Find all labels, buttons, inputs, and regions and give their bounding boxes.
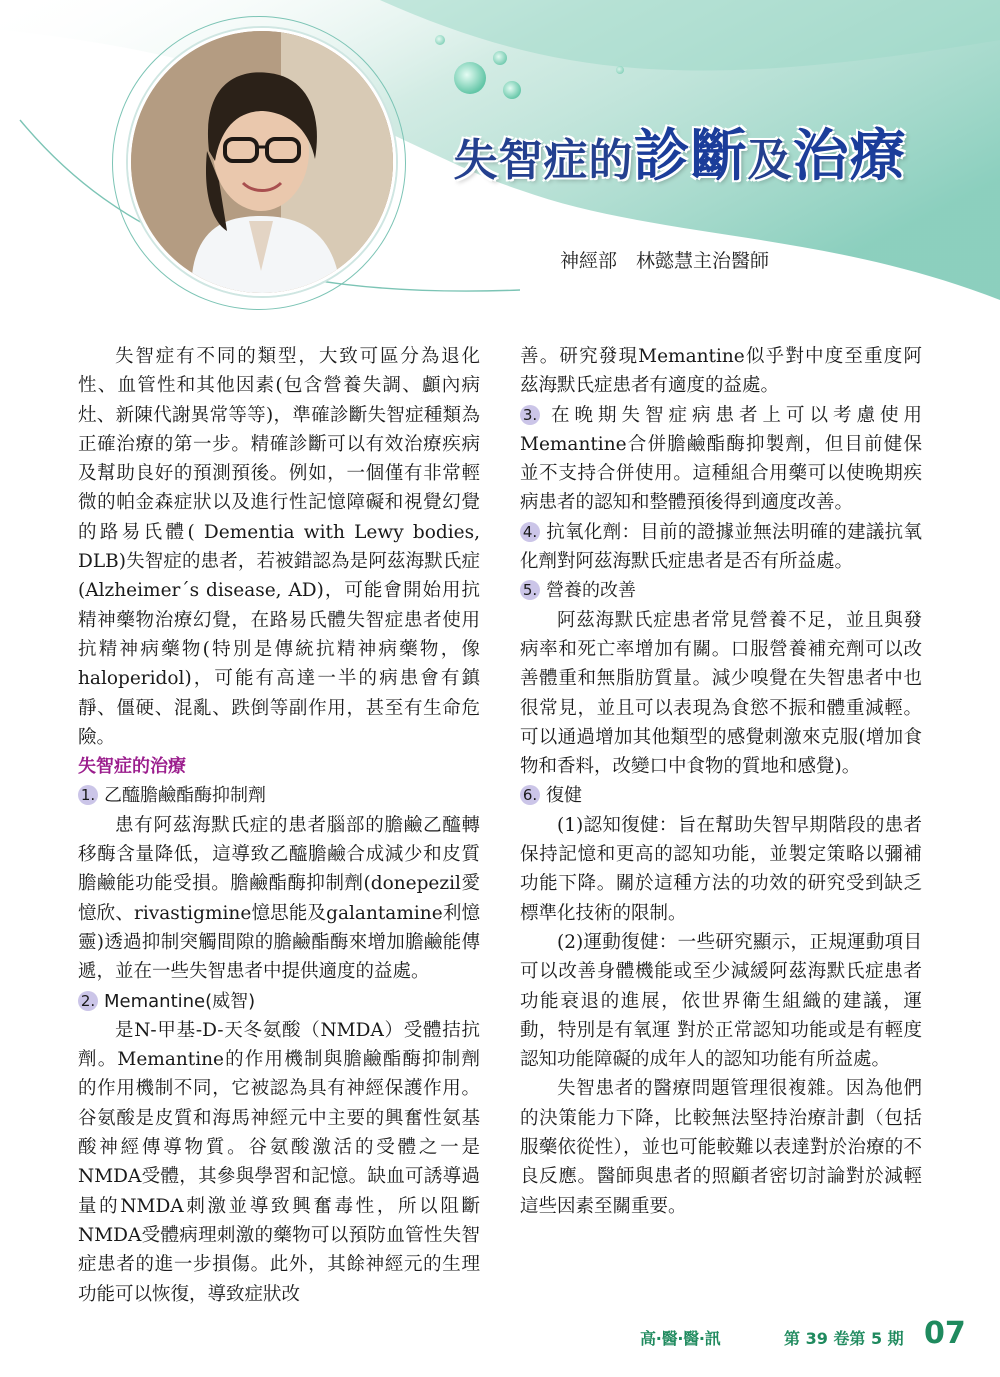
item-4-paragraph [520, 518, 922, 577]
item-3-badge: 3. [520, 405, 540, 425]
page-title [430, 112, 930, 192]
item-5-heading [520, 576, 922, 605]
item-6-heading [520, 781, 922, 810]
item-3-body: 在晚期失智症病患者上可以考慮使用Memantine合併膽鹼酯酶抑製劑，但目前健保並不支持合併使用。這種組合用藥可以使晚期疾病患者的認知和整體預後得到適度改善。 [520, 404, 922, 514]
item-5-title: 營養的改善 [546, 580, 636, 602]
title-part-3: 及 [747, 135, 793, 186]
page-footer [640, 1316, 966, 1354]
author-byline: 神經部 林懿慧主治醫師 [560, 250, 770, 272]
item-6-cognitive-rehab: (1)認知復健：旨在幫助失智早期階段的患者保持記憶和更高的認知功能，並製定策略以彌補功能下降。關於這種方法的功效的研究受到缺乏標準化技術的限制。 [520, 814, 922, 924]
item-2-heading [78, 987, 480, 1016]
item-6-exercise-rehab: (2)運動復健：一些研究顯示，正規運動項目可以改善身體機能或至少減緩阿茲海默氏症患者功能衰退的進展，依世界衛生組織的建議，運動，特別是有氧運 對於正常認知功能或是有輕度認知功能障礙的成年人的認知功能有所益處。 [520, 931, 922, 1071]
item-4-badge: 4. [520, 522, 540, 542]
title-part-4: 治療 [792, 124, 907, 189]
item-6-badge: 6. [520, 785, 540, 805]
doctor-portrait-illustration [131, 31, 393, 293]
issue-number: 第 39 卷第 5 期 [784, 1329, 904, 1348]
item-2-continuation: 善。研究發現Memantine似乎對中度至重度阿茲海默氏症患者有適度的益處。 [520, 346, 922, 397]
journal-name: 高‧醫‧醫‧訊 [640, 1329, 721, 1348]
page-number: 07 [924, 1316, 966, 1351]
item-1-badge: 1. [78, 785, 98, 805]
item-5-badge: 5. [520, 580, 540, 600]
item-1-title: 乙醯膽鹼酯酶抑制劑 [104, 785, 266, 807]
item-1-heading [78, 781, 480, 810]
title-part-1: 失智症的 [453, 135, 634, 186]
item-3-paragraph [520, 401, 922, 518]
title-part-2: 診斷 [633, 124, 748, 189]
item-1-body: 患有阿茲海默氏症的患者腦部的膽鹼乙醯轉移酶含量降低，這導致乙醯膽鹼合成減少和皮質膽鹼能功能受損。膽鹼酯酶抑制劑(donepezil愛憶欣、rivastigmine憶思能及galantamine利憶靈)透過抑制突觸間隙的膽鹼酯酶來增加膽鹼能傳遞，並在一些失智患者中提供適度的益處。 [78, 814, 480, 983]
closing-paragraph: 失智患者的醫療問題管理很複雜。因為他們的決策能力下降，比較無法堅持治療計劃（包括服藥依從性），並也可能較難以表達對於治療的不良反應。醫師與患者的照顧者密切討論對於減輕這些因素至關重要。 [520, 1078, 922, 1217]
treatment-heading: 失智症的治療 [78, 756, 186, 778]
item-2-badge: 2. [78, 991, 98, 1011]
item-2-title: Memantine(威智) [104, 990, 256, 1012]
intro-paragraph: 失智症有不同的類型，大致可區分為退化性、血管性和其他因素(包含營養失調、顱內病灶、新陳代謝異常等等)，準確診斷失智症種類為正確治療的第一步。精確診斷可以有效治療疾病及幫助良好的預測預後。例如，一個僅有非常輕微的帕金森症狀以及進行性記憶障礙和視覺幻覺的路易氏體( Dementia with Lewy bodies, DLB)失智症的患者，若被錯認為是阿茲海默氏症(Alzheimer´s disease, AD)，可能會開始用抗精神藥物治療幻覺，在路易氏體失智症患者使用抗精神病藥物(特別是傳統抗精神病藥物，像haloperidol)，可能有高達一半的病患會有鎮靜、僵硬、混亂、跌倒等副作用，甚至有生命危險。 [78, 346, 480, 748]
left-column [78, 342, 480, 1309]
right-column [520, 342, 922, 1221]
item-4-body: 抗氧化劑：目前的證據並無法明確的建議抗氧化劑對阿茲海默氏症患者是否有所益處。 [520, 521, 922, 573]
item-6-title: 復健 [546, 785, 582, 807]
item-2-body: 是N-甲基-D-天冬氨酸（NMDA）受體拮抗劑。Memantine的作用機制與膽鹼酯酶抑制劑的作用機制不同，它被認為具有神經保護作用。谷氨酸是皮質和海馬神經元中主要的興奮性氨基酸神經傳導物質。谷氨酸激活的受體之一是NMDA受體，其參與學習和記憶。缺血可誘導過量的NMDA刺激並導致興奮毒性，所以阻斷NMDA受體病理刺激的藥物可以預防血管性失智症患者的進一步損傷。此外，其餘神經元的生理功能可以恢復，導致症狀改 [78, 1019, 480, 1305]
item-5-body: 阿茲海默氏症患者常見營養不足，並且與發病率和死亡率增加有關。口服營養補充劑可以改善體重和無脂肪質量。減少嗅覺在失智患者中也很常見，並且可以表現為食慾不振和體重減輕。可以通過增加其他類型的感覺刺激來克服(增加食物和香料，改變口中食物的質地和感覺)。 [520, 609, 922, 778]
doctor-portrait [128, 28, 396, 296]
